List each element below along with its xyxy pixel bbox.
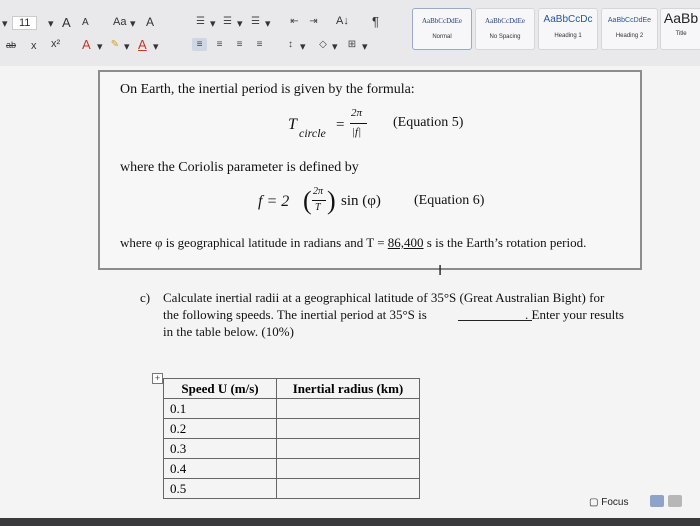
clear-formatting-button[interactable]: A xyxy=(146,15,155,29)
change-case-button[interactable]: Aa xyxy=(113,16,127,28)
style-heading-1[interactable] xyxy=(538,8,598,50)
eq5-symbol: T xyxy=(288,116,297,133)
align-right-icon[interactable]: ≡ xyxy=(236,39,243,50)
font-color-button[interactable]: A xyxy=(138,37,147,52)
align-left-icon[interactable]: ≡ xyxy=(192,38,207,51)
speed-cell: 0.3 xyxy=(164,439,277,459)
style-heading-2-label: Heading 2 xyxy=(615,33,644,39)
font-color-chevron-icon[interactable]: ▾ xyxy=(153,41,159,53)
style-normal-label: Normal xyxy=(432,34,452,40)
eq5-denominator: |f| xyxy=(352,126,362,138)
style-normal[interactable] xyxy=(412,8,472,50)
style-title-label: Title xyxy=(675,31,687,37)
eq5-fraction-bar xyxy=(350,123,367,124)
inertial-period-blank[interactable] xyxy=(458,320,532,321)
speed-cell: 0.4 xyxy=(164,459,277,479)
eq6-numerator: 2π xyxy=(313,186,324,197)
eq6-label: (Equation 6) xyxy=(414,193,485,208)
strikethrough-button[interactable]: ab xyxy=(6,40,17,50)
style-no-spacing-label: No Spacing xyxy=(489,34,521,40)
formula-text-box xyxy=(98,70,642,270)
question-line-1: Calculate inertial radii at a geographical latitude of 35°S (Great Australian Bight) for xyxy=(163,290,605,305)
document-page[interactable] xyxy=(0,66,700,518)
style-no-spacing[interactable] xyxy=(475,8,535,50)
font-size-chevron-icon[interactable]: ▾ xyxy=(48,18,54,30)
question-line-2: the following speeds. The inertial period at 35°S is xyxy=(163,307,427,322)
question-line-3: in the table below. (10%) xyxy=(163,324,294,339)
bullets-icon[interactable]: ☰ xyxy=(196,16,205,27)
style-heading-1-preview: AaBbCcDc xyxy=(543,14,593,25)
show-formatting-button[interactable]: ¶ xyxy=(372,14,379,29)
coriolis-text: where the Coriolis parameter is defined by xyxy=(120,160,359,175)
radius-input-cell[interactable] xyxy=(277,399,420,419)
eq6-denominator: T xyxy=(315,202,321,213)
rotation-period-prefix: where φ is geographical latitude in radians and T = xyxy=(120,235,388,250)
radius-input-cell[interactable] xyxy=(277,439,420,459)
align-center-icon[interactable]: ≡ xyxy=(216,39,223,50)
text-cursor-icon: I xyxy=(438,262,443,279)
focus-button[interactable] xyxy=(589,497,628,508)
increase-indent-icon[interactable]: ⇥ xyxy=(309,16,318,27)
table-row xyxy=(164,419,420,439)
radius-input-cell[interactable] xyxy=(277,479,420,499)
style-title-preview: AaBb xyxy=(663,10,699,26)
superscript-button[interactable]: x² xyxy=(51,38,61,50)
font-size-field[interactable]: 11 xyxy=(12,16,37,30)
table-move-handle-icon[interactable]: + xyxy=(152,373,163,384)
question-label: c) xyxy=(140,290,151,305)
numbering-icon[interactable]: ☰ xyxy=(223,16,232,27)
speed-cell: 0.2 xyxy=(164,419,277,439)
table-row xyxy=(164,399,420,419)
speed-radius-table xyxy=(163,378,420,499)
subscript-button[interactable]: x xyxy=(31,40,37,52)
intro-text: On Earth, the inertial period is given by the formula: xyxy=(120,82,415,97)
eq5-label: (Equation 5) xyxy=(393,115,464,130)
change-case-chevron-icon[interactable]: ▾ xyxy=(130,18,136,30)
focus-label: Focus xyxy=(601,497,629,508)
header-speed: Speed U (m/s) xyxy=(164,379,277,399)
style-no-spacing-preview: AaBbCcDdEe xyxy=(484,17,526,25)
highlighter-icon[interactable]: ✎ xyxy=(110,39,120,50)
multilevel-chevron-icon[interactable]: ▾ xyxy=(265,18,271,30)
eq6-right-paren: ) xyxy=(327,186,336,215)
style-heading-1-label: Heading 1 xyxy=(554,33,582,39)
sort-button[interactable]: A↓ xyxy=(336,15,349,27)
eq5-numerator: 2π xyxy=(351,107,363,119)
multilevel-list-icon[interactable]: ☰ xyxy=(251,16,260,27)
ribbon-toolbar xyxy=(0,0,700,67)
text-effects-chevron-icon[interactable]: ▾ xyxy=(97,41,103,53)
radius-input-cell[interactable] xyxy=(277,419,420,439)
eq5-subscript: circle xyxy=(299,126,326,140)
shrink-font-button[interactable]: A xyxy=(82,17,89,28)
shading-chevron-icon[interactable]: ▾ xyxy=(332,41,338,53)
radius-input-cell[interactable] xyxy=(277,459,420,479)
numbering-chevron-icon[interactable]: ▾ xyxy=(237,18,243,30)
speed-cell: 0.1 xyxy=(164,399,277,419)
rotation-period-suffix: s is the Earth’s rotation period. xyxy=(423,235,587,250)
print-layout-view-icon[interactable] xyxy=(650,495,664,507)
question-line-2-end: . Enter your results xyxy=(525,307,624,322)
eq6-rest: sin (φ) xyxy=(341,193,381,209)
grow-font-button[interactable]: A xyxy=(62,15,71,30)
shading-icon[interactable]: ◇ xyxy=(319,39,327,50)
style-heading-2[interactable] xyxy=(601,8,658,50)
focus-icon: ▢ xyxy=(589,497,602,508)
table-row xyxy=(164,459,420,479)
bullets-chevron-icon[interactable]: ▾ xyxy=(210,18,216,30)
eq6-lhs: f = 2 xyxy=(258,193,290,210)
text-effects-button[interactable]: A xyxy=(82,37,91,52)
style-normal-preview: AaBbCcDdEe xyxy=(421,17,463,25)
style-title[interactable] xyxy=(660,8,700,50)
rotation-period-text xyxy=(120,235,586,251)
justify-icon[interactable]: ≡ xyxy=(256,39,263,50)
eq6-fraction-bar xyxy=(312,200,326,201)
rotation-period-value: 86,400 xyxy=(387,235,424,250)
web-layout-view-icon[interactable] xyxy=(668,495,682,507)
line-spacing-icon[interactable]: ↕ xyxy=(288,39,293,50)
eq6-left-paren: ( xyxy=(303,186,312,215)
decrease-indent-icon[interactable]: ⇤ xyxy=(290,16,299,27)
table-row xyxy=(164,439,420,459)
eq5-equals: = xyxy=(336,117,345,133)
status-bar xyxy=(0,518,700,526)
style-heading-2-preview: AaBbCcDdEe xyxy=(607,17,652,24)
font-size-dropdown-arrow[interactable]: ▾ xyxy=(2,18,8,30)
speed-cell: 0.5 xyxy=(164,479,277,499)
table-row xyxy=(164,479,420,499)
borders-icon[interactable]: ⊞ xyxy=(347,39,357,50)
borders-chevron-icon[interactable]: ▾ xyxy=(362,41,368,53)
line-spacing-chevron-icon[interactable]: ▾ xyxy=(300,41,306,53)
highlighter-chevron-icon[interactable]: ▾ xyxy=(124,41,130,53)
header-inertial-radius: Inertial radius (km) xyxy=(277,379,420,399)
